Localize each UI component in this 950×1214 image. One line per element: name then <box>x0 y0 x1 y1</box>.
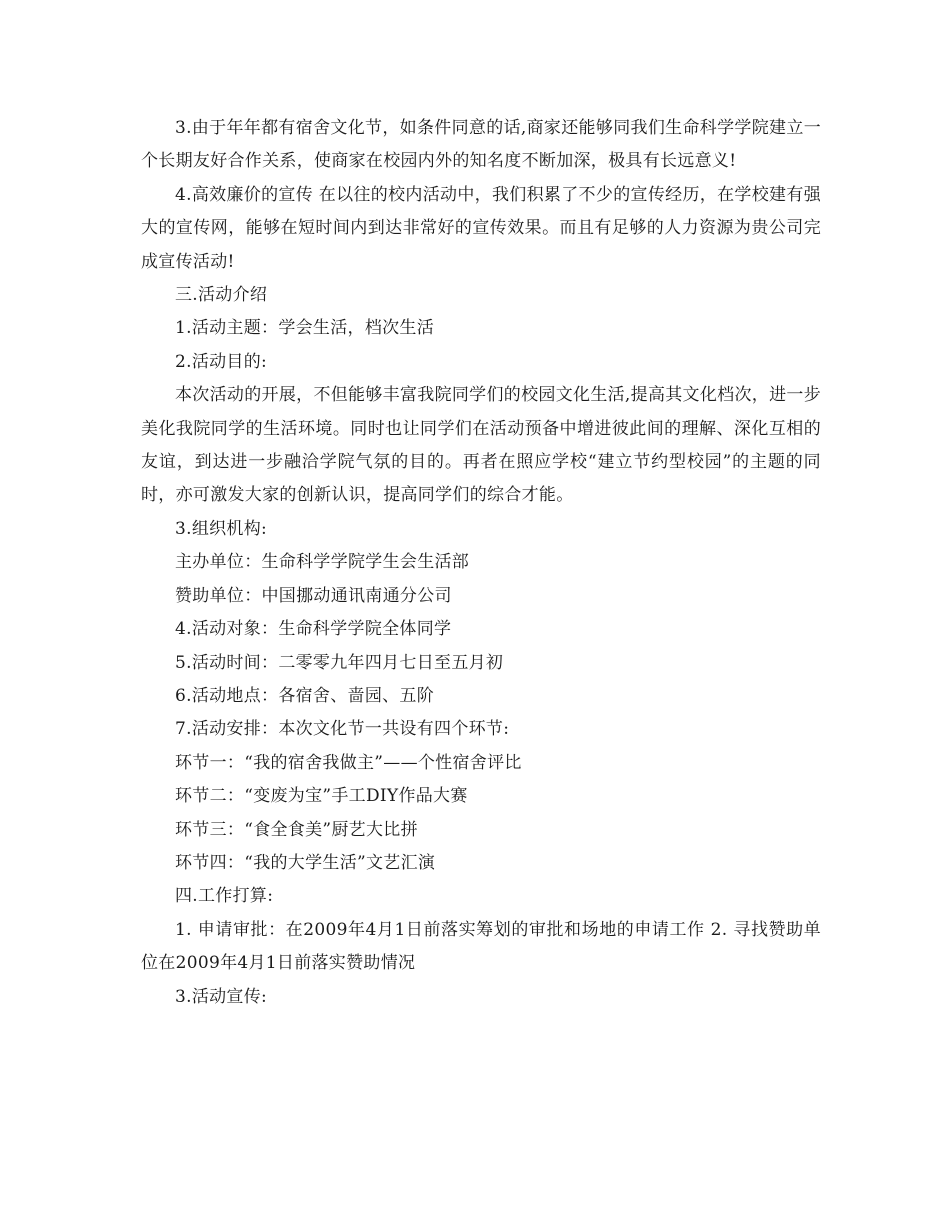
section-heading-activity-intro: 三.活动介绍 <box>175 285 268 306</box>
paragraph-organizer: 主办单位：生命科学学院学生会生活部 <box>175 552 470 573</box>
paragraph-stage-4: 环节四：“我的大学生活”文艺汇演 <box>175 852 436 873</box>
paragraph-organization-label: 3.组织机构: <box>175 518 268 539</box>
paragraph-advantage-3: 3.由于年年都有宿舍文化节，如条件同意的话,商家还能够同我们生命科学学院建立一个长期友好合作关系，使商家在校园内外的知名度不断加深，极具有长远意义! <box>141 118 821 172</box>
paragraph-stage-2: 环节二：“变废为宝”手工DIY作品大赛 <box>175 786 468 807</box>
paragraph-advantage-4: 4.高效廉价的宣传 在以往的校内活动中，我们积累了不少的宣传经历，在学校建有强大的宣传网，能够在短时间内到达非常好的宣传效果。而且有足够的人力资源为贵公司完成宣传活动! <box>141 184 821 272</box>
paragraph-activity-purpose: 本次活动的开展，不但能够丰富我院同学们的校园文化生活,提高其文化档次，进一步美化我院同学的生活环境。同时也让同学们在活动预备中增进彼此间的理解、深化互相的友谊，到达进一步融洽学院气氛的目的。再者在照应学校“建立节约型校园”的主题的同时，亦可激发大家的创新认识，提高同学们的综合才能。 <box>141 385 821 506</box>
paragraph-activity-theme: 1.活动主题：学会生活，档次生活 <box>175 318 435 339</box>
paragraph-activity-purpose-label: 2.活动目的: <box>175 351 268 372</box>
section-heading-work-plan: 四.工作打算: <box>175 886 274 907</box>
document-body <box>141 112 821 1014</box>
paragraph-publicity-label: 3.活动宣传: <box>175 986 268 1007</box>
paragraph-time: 5.活动时间：二零零九年四月七日至五月初 <box>175 652 504 673</box>
paragraph-stage-1: 环节一：“我的宿舍我做主”——个性宿舍评比 <box>175 752 522 773</box>
paragraph-schedule: 7.活动安排：本次文化节一共设有四个环节: <box>175 719 510 740</box>
paragraph-location: 6.活动地点：各宿舍、啬园、五阶 <box>175 685 435 706</box>
paragraph-approval-sponsorship: 1. 申请审批：在2009年4月1日前落实筹划的审批和场地的申请工作 2. 寻找赞助单位在2009年4月1日前落实赞助情况 <box>141 919 821 974</box>
paragraph-audience: 4.活动对象：生命科学学院全体同学 <box>175 619 452 640</box>
paragraph-sponsor: 赞助单位：中国挪动通讯南通分公司 <box>175 585 452 606</box>
paragraph-stage-3: 环节三：“食全食美”厨艺大比拼 <box>175 819 418 840</box>
